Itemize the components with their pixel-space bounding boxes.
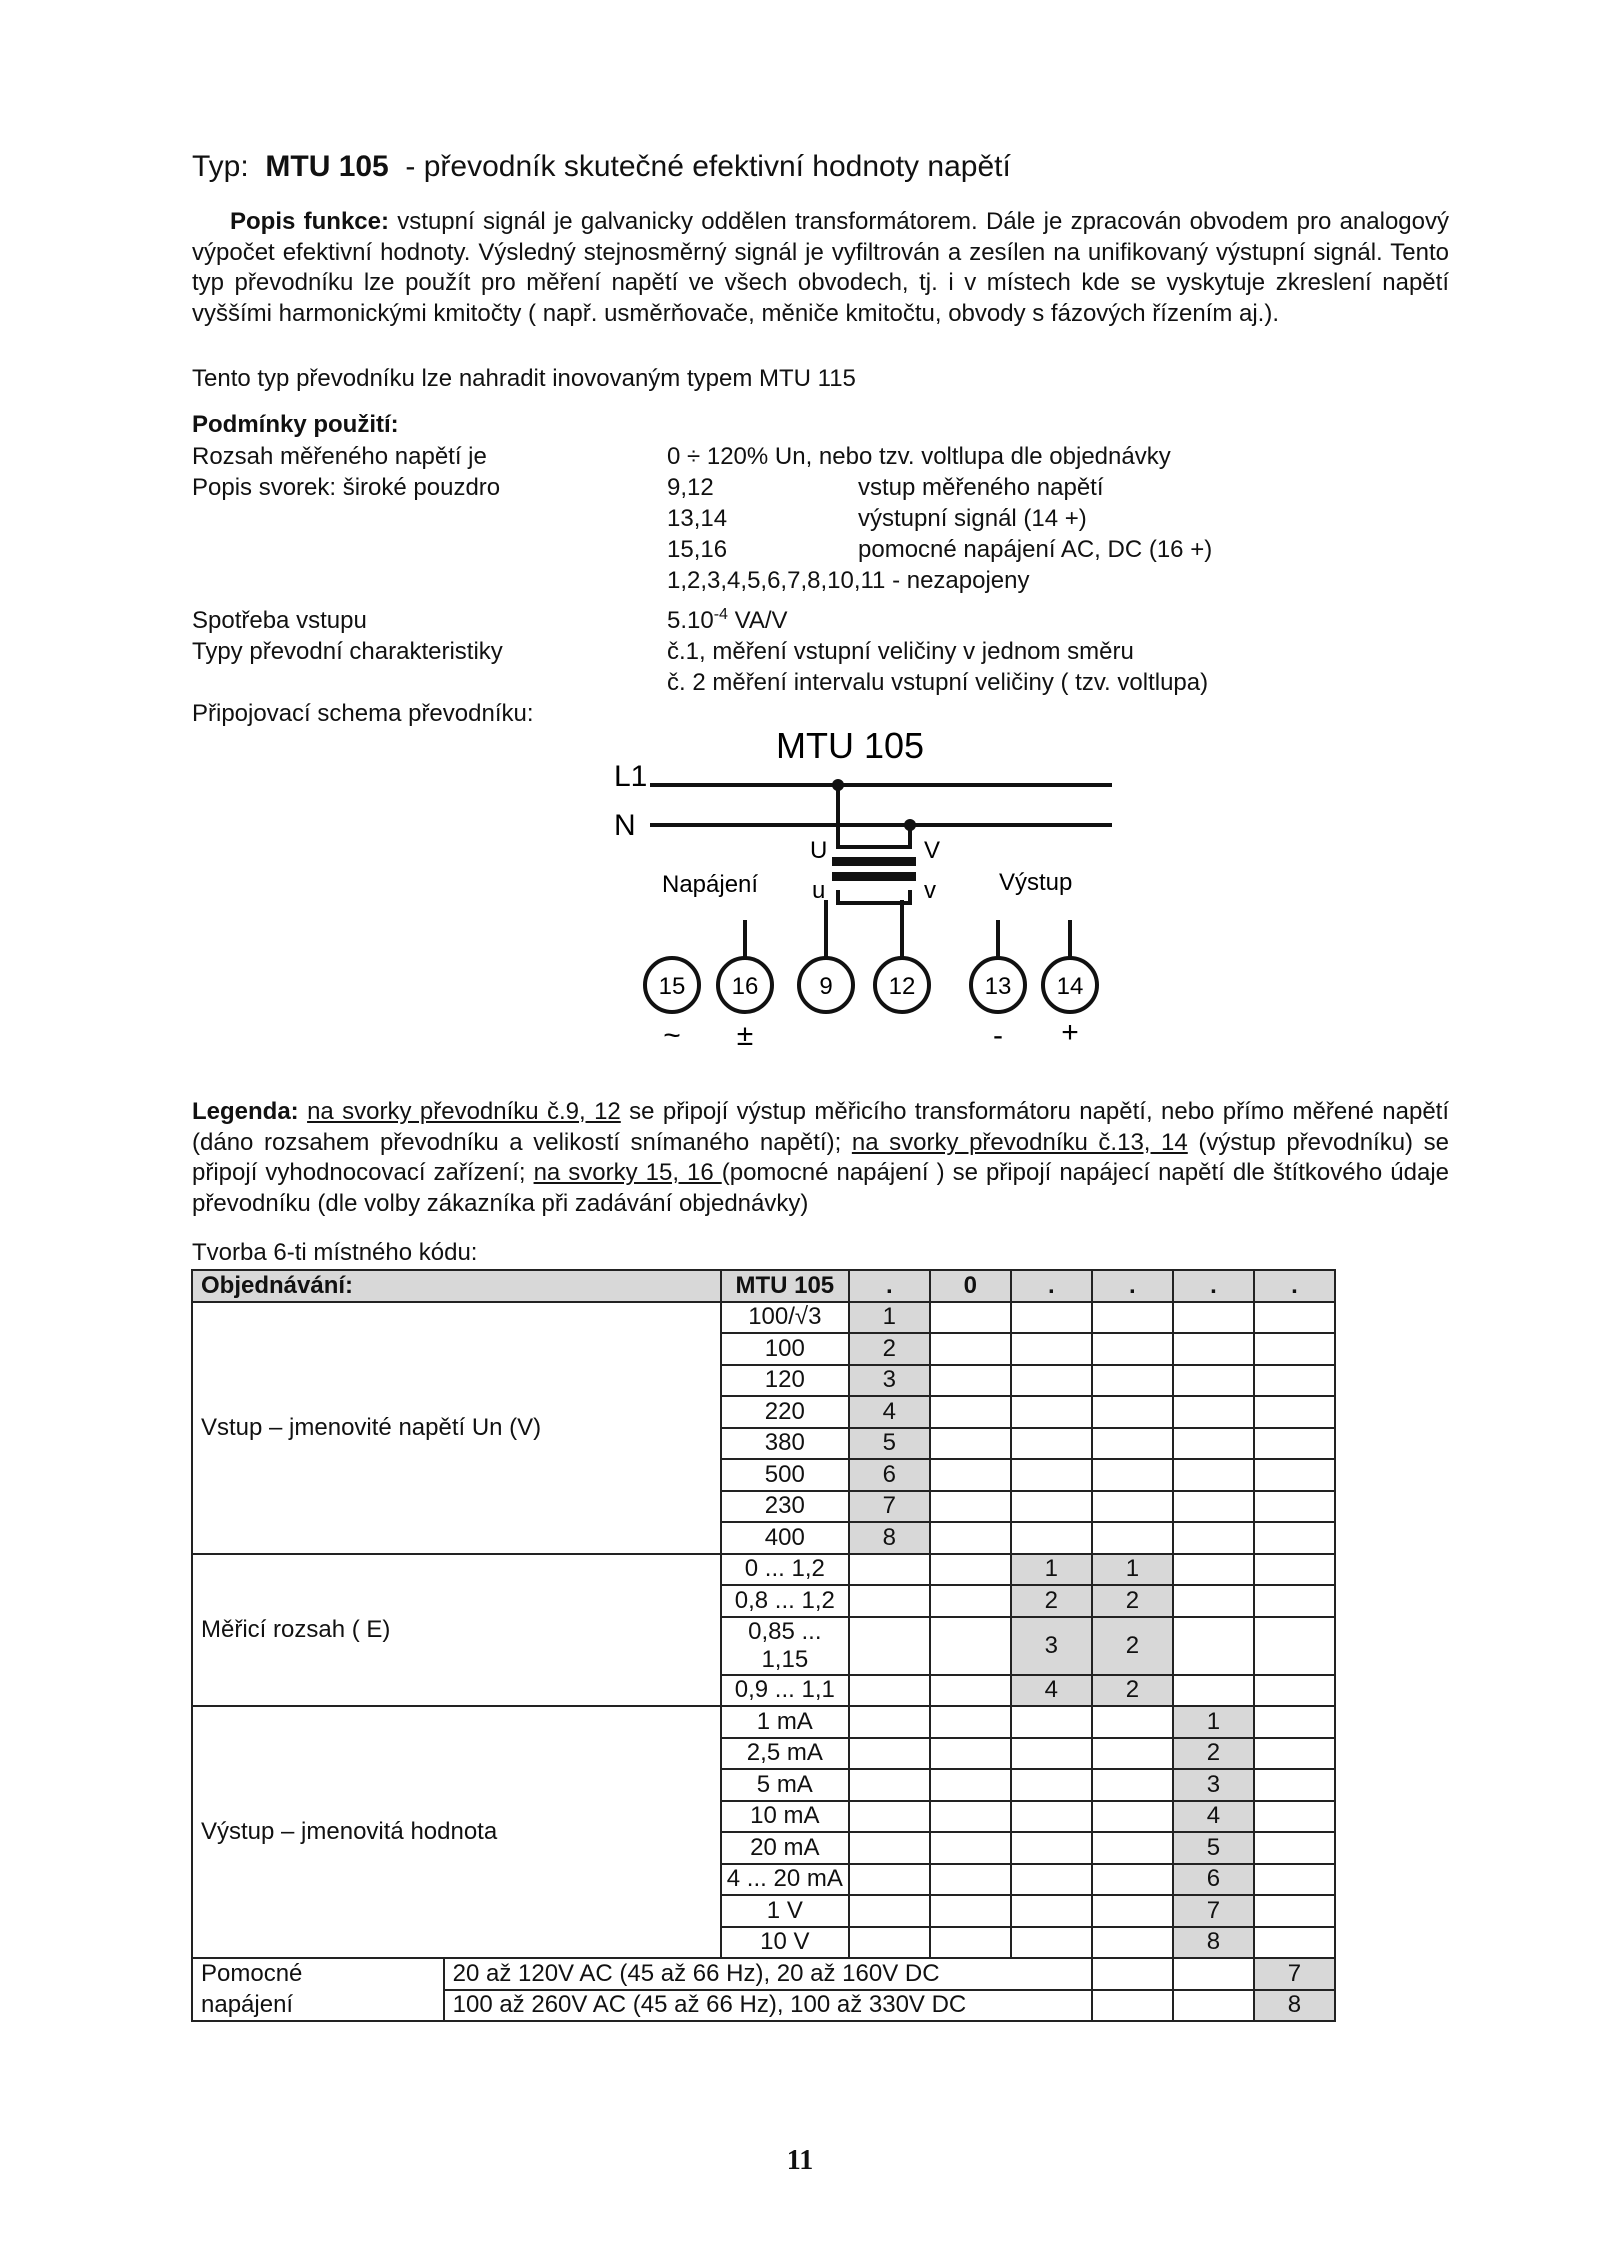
consumption-value: $5.10^{-4}$ VA/V — [667, 606, 788, 634]
table-row: 20 mA 5 — [192, 1832, 1335, 1864]
table-row: Výstup – jmenovitá hodnota 1 mA 1 — [192, 1706, 1335, 1738]
table-row: 10 V 8 — [192, 1927, 1335, 1959]
title-model: MTU 105 — [265, 150, 389, 183]
table-row: 400 8 — [192, 1522, 1335, 1554]
terminal-15-label: 15 — [658, 973, 686, 1000]
table-row: 500 6 — [192, 1459, 1335, 1491]
table-row: 1 V 7 — [192, 1895, 1335, 1927]
table-row: 4 ... 20 mA 6 — [192, 1864, 1335, 1896]
terminal-pins: 13,14 — [667, 505, 728, 532]
secondary-winding — [838, 890, 910, 903]
title-prefix: Typ: — [192, 150, 249, 183]
supply-label: Napájení — [662, 871, 759, 898]
description-paragraph — [192, 207, 1449, 329]
terminal-13-label: 13 — [984, 973, 1012, 1000]
table-row: napájení 100 až 260V AC (45 až 66 Hz), 100 až 330V DC 8 — [192, 1990, 1335, 2022]
consumption-label: Spotřeba vstupu — [192, 607, 367, 634]
table-row: 220 4 — [192, 1396, 1335, 1428]
u-label: u — [812, 877, 826, 904]
schema-label: Připojovací schema převodníku: — [192, 700, 534, 727]
legend-terminals-9-12: na svorky převodníku č.9, 12 — [307, 1098, 621, 1125]
table-row: 2,5 mA 2 — [192, 1738, 1335, 1770]
conditions-heading: Podmínky použití: — [192, 411, 399, 438]
table-row: 10 mA 4 — [192, 1801, 1335, 1833]
page-title — [192, 150, 1011, 184]
page-number: 11 — [786, 2145, 814, 2176]
range-label: Rozsah měřeného napětí je — [192, 443, 487, 470]
table-header-row: Objednávání: MTU 105 . 0 . . . . — [192, 1270, 1335, 1302]
terminal-14-label: 14 — [1056, 973, 1084, 1000]
table-row: Vstup – jmenovité napětí Un (V) 100/√3 1 — [192, 1302, 1335, 1334]
description-label: Popis funkce: — [230, 208, 389, 235]
table-row: 5 mA 3 — [192, 1769, 1335, 1801]
terminal-desc: vstup měřeného napětí — [858, 474, 1104, 501]
table-row: 120 3 — [192, 1365, 1335, 1397]
table-row: 0,8 ... 1,2 2 2 — [192, 1585, 1335, 1617]
terminal-9-label: 9 — [819, 973, 833, 1000]
table-row: 100 2 — [192, 1333, 1335, 1365]
order-code-table — [191, 1269, 1336, 2022]
table-row: 0,85 ... 1,15 3 2 — [192, 1617, 1335, 1675]
terminal-16-label: 16 — [731, 973, 759, 1000]
terminal-pins: 15,16 — [667, 536, 728, 563]
terminal-desc: výstupní signál (14 +) — [858, 505, 1087, 532]
order-caption: Tvorba 6-ti místného kódu: — [192, 1239, 478, 1266]
primary-winding-lead — [838, 785, 910, 847]
type-2: č. 2 měření intervalu vstupní veličiny ( tzv. voltlupa) — [667, 669, 1209, 696]
title-rest: - převodník skutečné efektivní hodnoty napětí — [405, 150, 1011, 183]
unconnected-terminals: 1,2,3,4,5,6,7,8,10,11 - nezapojeny — [667, 567, 1030, 594]
ac-sign: ~ — [663, 1019, 681, 1052]
minus-sign: - — [993, 1019, 1003, 1052]
table-row: 0,9 ... 1,1 4 2 — [192, 1675, 1335, 1707]
V-label: V — [924, 837, 941, 864]
output-label: Výstup — [999, 869, 1073, 896]
U-label: U — [810, 837, 828, 864]
legend-terminals-15-16: na svorky 15, 16 — [533, 1159, 722, 1186]
table-row: 230 7 — [192, 1491, 1335, 1523]
terminals-label: Popis svorek: široké pouzdro — [192, 474, 501, 501]
range-value: 0 ÷ 120% Un, nebo tzv. voltlupa dle objednávky — [667, 443, 1171, 470]
table-row: 380 5 — [192, 1428, 1335, 1460]
transformer-core-bottom — [832, 872, 916, 881]
description-text: vstupní signál je galvanicky oddělen transformátorem. Dále je zpracován obvodem pro analogový výpočet efektivní hodnoty. Výsledný stejnosměrný signál je vyfiltrován a zesílen na unifikovaný výstupní signál. Tento typ převodníku lze použít pro měření napětí ve všech obvodech, tj. i v místech kde se vyskytuje zkreslení napětí vyššími harmonickými kmitočty ( např. usměrňovače, měniče kmitočtu, obvody s fázových řízením aj.). — [192, 208, 1450, 327]
plus-sign: + — [1061, 1016, 1079, 1049]
type-1: č.1, měření vstupní veličiny v jednom směru — [667, 638, 1134, 665]
legend-paragraph: Legenda: na svorky převodníku č.9, 12 se připojí výstup měřicího transformátoru napětí, nebo přímo měřené napětí (dáno rozsahem převodníku a velikostí snímaného napětí); na svorky převodníku č.13, 14 (výstup převodníku) se připojí vyhodnocovací zařízení; na svorky 15, 16 (pomocné napájení ) se připojí napájecí napětí dle štítkového údaje převodníku (dle volby zákazníka při zadávání objednávky) — [192, 1098, 1450, 1217]
table-row: Pomocné 20 až 120V AC (45 až 66 Hz), 20 až 160V DC 7 — [192, 1958, 1335, 1990]
terminal-12-label: 12 — [888, 973, 916, 1000]
replacement-note: Tento typ převodníku lze nahradit inovovaným typem MTU 115 — [192, 365, 856, 392]
table-row: Měřicí rozsah ( E) 0 ... 1,2 1 1 — [192, 1554, 1335, 1586]
terminal-pins: 9,12 — [667, 474, 714, 501]
legend-terminals-13-14: na svorky převodníku č.13, 14 — [851, 1128, 1188, 1156]
diagram-title: MTU 105 — [776, 725, 925, 766]
legend-label: Legenda: — [192, 1098, 299, 1125]
transformer-core-top — [832, 857, 916, 866]
terminal-desc: pomocné napájení AC, DC (16 +) — [858, 536, 1213, 563]
l1-label: L1 — [614, 760, 648, 793]
plusminus-sign: ± — [736, 1019, 754, 1052]
n-label: N — [614, 809, 636, 842]
types-label: Typy převodní charakteristiky — [192, 638, 503, 665]
wiring-diagram — [600, 720, 1140, 1060]
v-label: v — [924, 877, 936, 904]
